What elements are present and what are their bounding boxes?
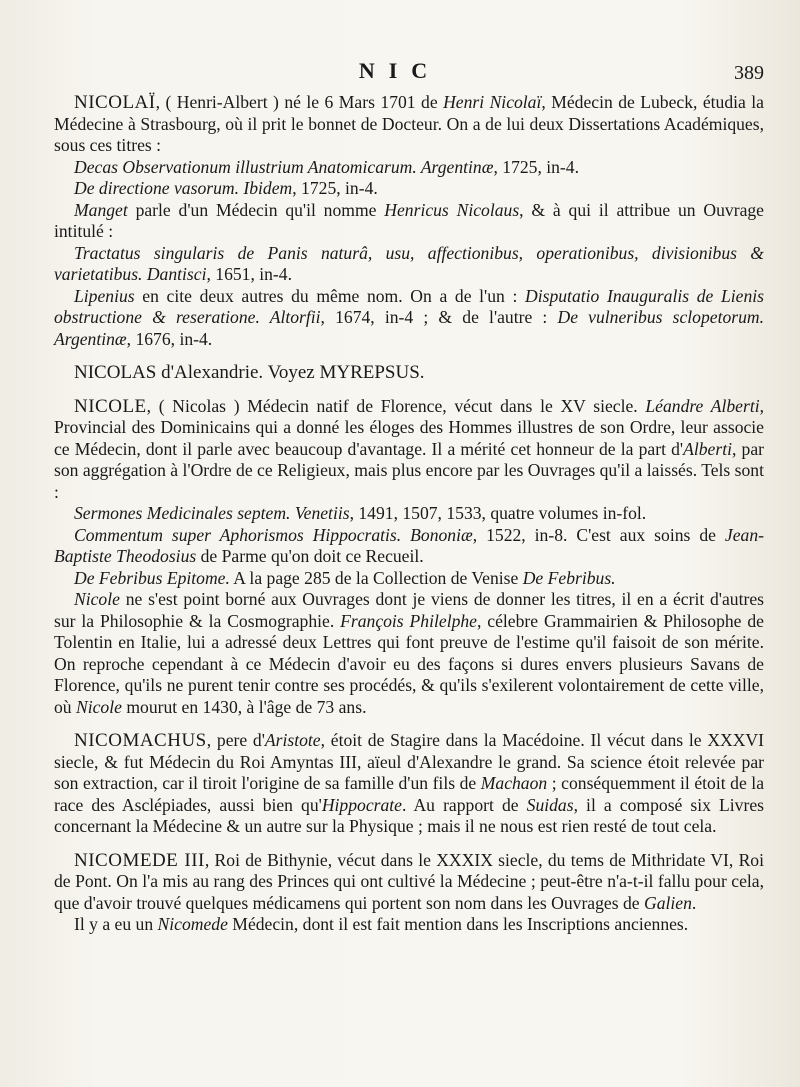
entry-nicole-body: Nicole ne s'est point borné aux Ouvrages dont je viens de donner les titres, il en a écrit d'autres sur la Philosophie & la Cosmographie. François Philelphe, célebre Grammairien & Philosophe de Tolentin en Italie, lui a adressé deux Lettres qui font preuve de l'estime qu'il faisoit de son mérite. On reproche cependant à ce Médecin d'avoir eu des façons si dures envers plusieurs Savans de Florence, qu'ils ne purent tenir contre ses procédés, & qu'ils s'exilerent volontairement de cette ville, où Nicole mourut en 1430, à l'âge de 73 ans. xyxy=(54,589,764,717)
work-title: De Febribus Epitome. A la page 285 de la Collection de Venise De Febribus. xyxy=(74,567,616,588)
entry-nicomede-note: Il y a eu un Nicomede Médecin, dont il est fait mention dans les Inscriptions anciennes. xyxy=(74,914,689,934)
entry-nicomede xyxy=(54,850,764,936)
headword: NICOMEDE III xyxy=(74,849,205,871)
entry-nicole-intro: NICOLE, ( Nicolas ) Médecin natif de Florence, vécut dans le XV siecle. Léandre Alberti, Provincial des Dominicains qui a donné les éloges des Hommes illustres de son Ordre, leur associe ce Médecin, dont il parle avec beaucoup d'avantage. Il a mérité cet honneur de la part d'Alberti, par son aggrégation à l'Ordre de ce Religieux, mais plus encore par les Ouvrages qu'il a laissés. Tels sont : xyxy=(54,395,765,502)
page-number: 389 xyxy=(734,62,764,84)
entry-nicolas xyxy=(54,362,764,384)
running-title: NIC xyxy=(358,58,442,83)
headword: NICOMACHUS xyxy=(74,730,207,751)
entry-nicolai-intro: NICOLAÏ, ( Henri-Albert ) né le 6 Mars 1701 de Henri Nicolaï, Médecin de Lubeck, étudia la Médecine à Strasbourg, où il prit le bonnet de Docteur. On a de lui deux Dissertations Académiques, sous ces titres : xyxy=(54,92,764,155)
work-title: De directione vasorum. Ibidem, 1725, in-4. xyxy=(74,178,378,198)
entry-nicomachus-text: NICOMACHUS, pere d'Aristote, étoit de Stagire dans la Macédoine. Il vécut dans le XXXVI siecle, & fut Médecin du Roi Amyntas III, aïeul d'Alexandre le grand. Sa science étoit relevée par son extraction, car il tiroit l'origine de sa famille d'un fils de Machaon ; conséquemment il étoit de la race des Asclépiades, aussi bien qu'Hippocrate. Au rapport de Suidas, il a composé six Livres concernant la Médecine & un autre sur la Physique ; mais il ne nous est rien resté de tout cela. xyxy=(54,730,764,836)
page-header xyxy=(0,58,800,88)
entry-nicole xyxy=(54,396,764,719)
cross-reference: NICOLAS d'Alexandrie. Voyez MYREPSUS. xyxy=(74,362,425,383)
headword: NICOLE xyxy=(74,395,147,417)
lipenius-paragraph: Lipenius en cite deux autres du même nom. On a de l'un : Disputatio Inauguralis de Lienis obstructione & reseratione. Altorfii, 1674, in-4 ; & de l'autre : De vulneribus sclopetorum. Argentinæ, 1676, in-4. xyxy=(54,285,765,349)
entry-nicomede-text: NICOMEDE III, Roi de Bithynie, vécut dans le XXXIX siecle, du tems de Mithridate VI, Roi de Pont. On l'a mis au rang des Princes qui ont cultivé la Médecine ; peut-être n'a-t-il fallu pour cela, que d'avoir trouvé quelques médicamens qui portent son nom dans les Ouvrages de Galien. xyxy=(54,849,764,913)
work-title: Commentum super Aphorismos Hippocratis. Bononiæ, 1522, in-8. C'est aux soins de Jean-Baptiste Theodosius de Parme qu'on doit ce Recueil. xyxy=(54,524,764,566)
manget-paragraph: Manget parle d'un Médecin qu'il nomme Henricus Nicolaus, & à qui il attribue un Ouvrage intitulé : xyxy=(54,199,764,241)
work-title: Tractatus singularis de Panis naturâ, usu, affectionibus, operationibus, divisionibus & varietatibus. Dantisci, 1651, in-4. xyxy=(54,242,764,284)
page-body xyxy=(54,92,764,948)
entry-nicolai xyxy=(54,92,764,350)
work-title: Decas Observationum illustrium Anatomicarum. Argentinæ, 1725, in-4. xyxy=(74,156,579,177)
entry-nicomachus xyxy=(54,730,764,838)
headword: NICOLAÏ xyxy=(74,92,156,113)
work-title: Sermones Medicinales septem. Venetiis, 1491, 1507, 1533, quatre volumes in-fol. xyxy=(74,503,647,523)
